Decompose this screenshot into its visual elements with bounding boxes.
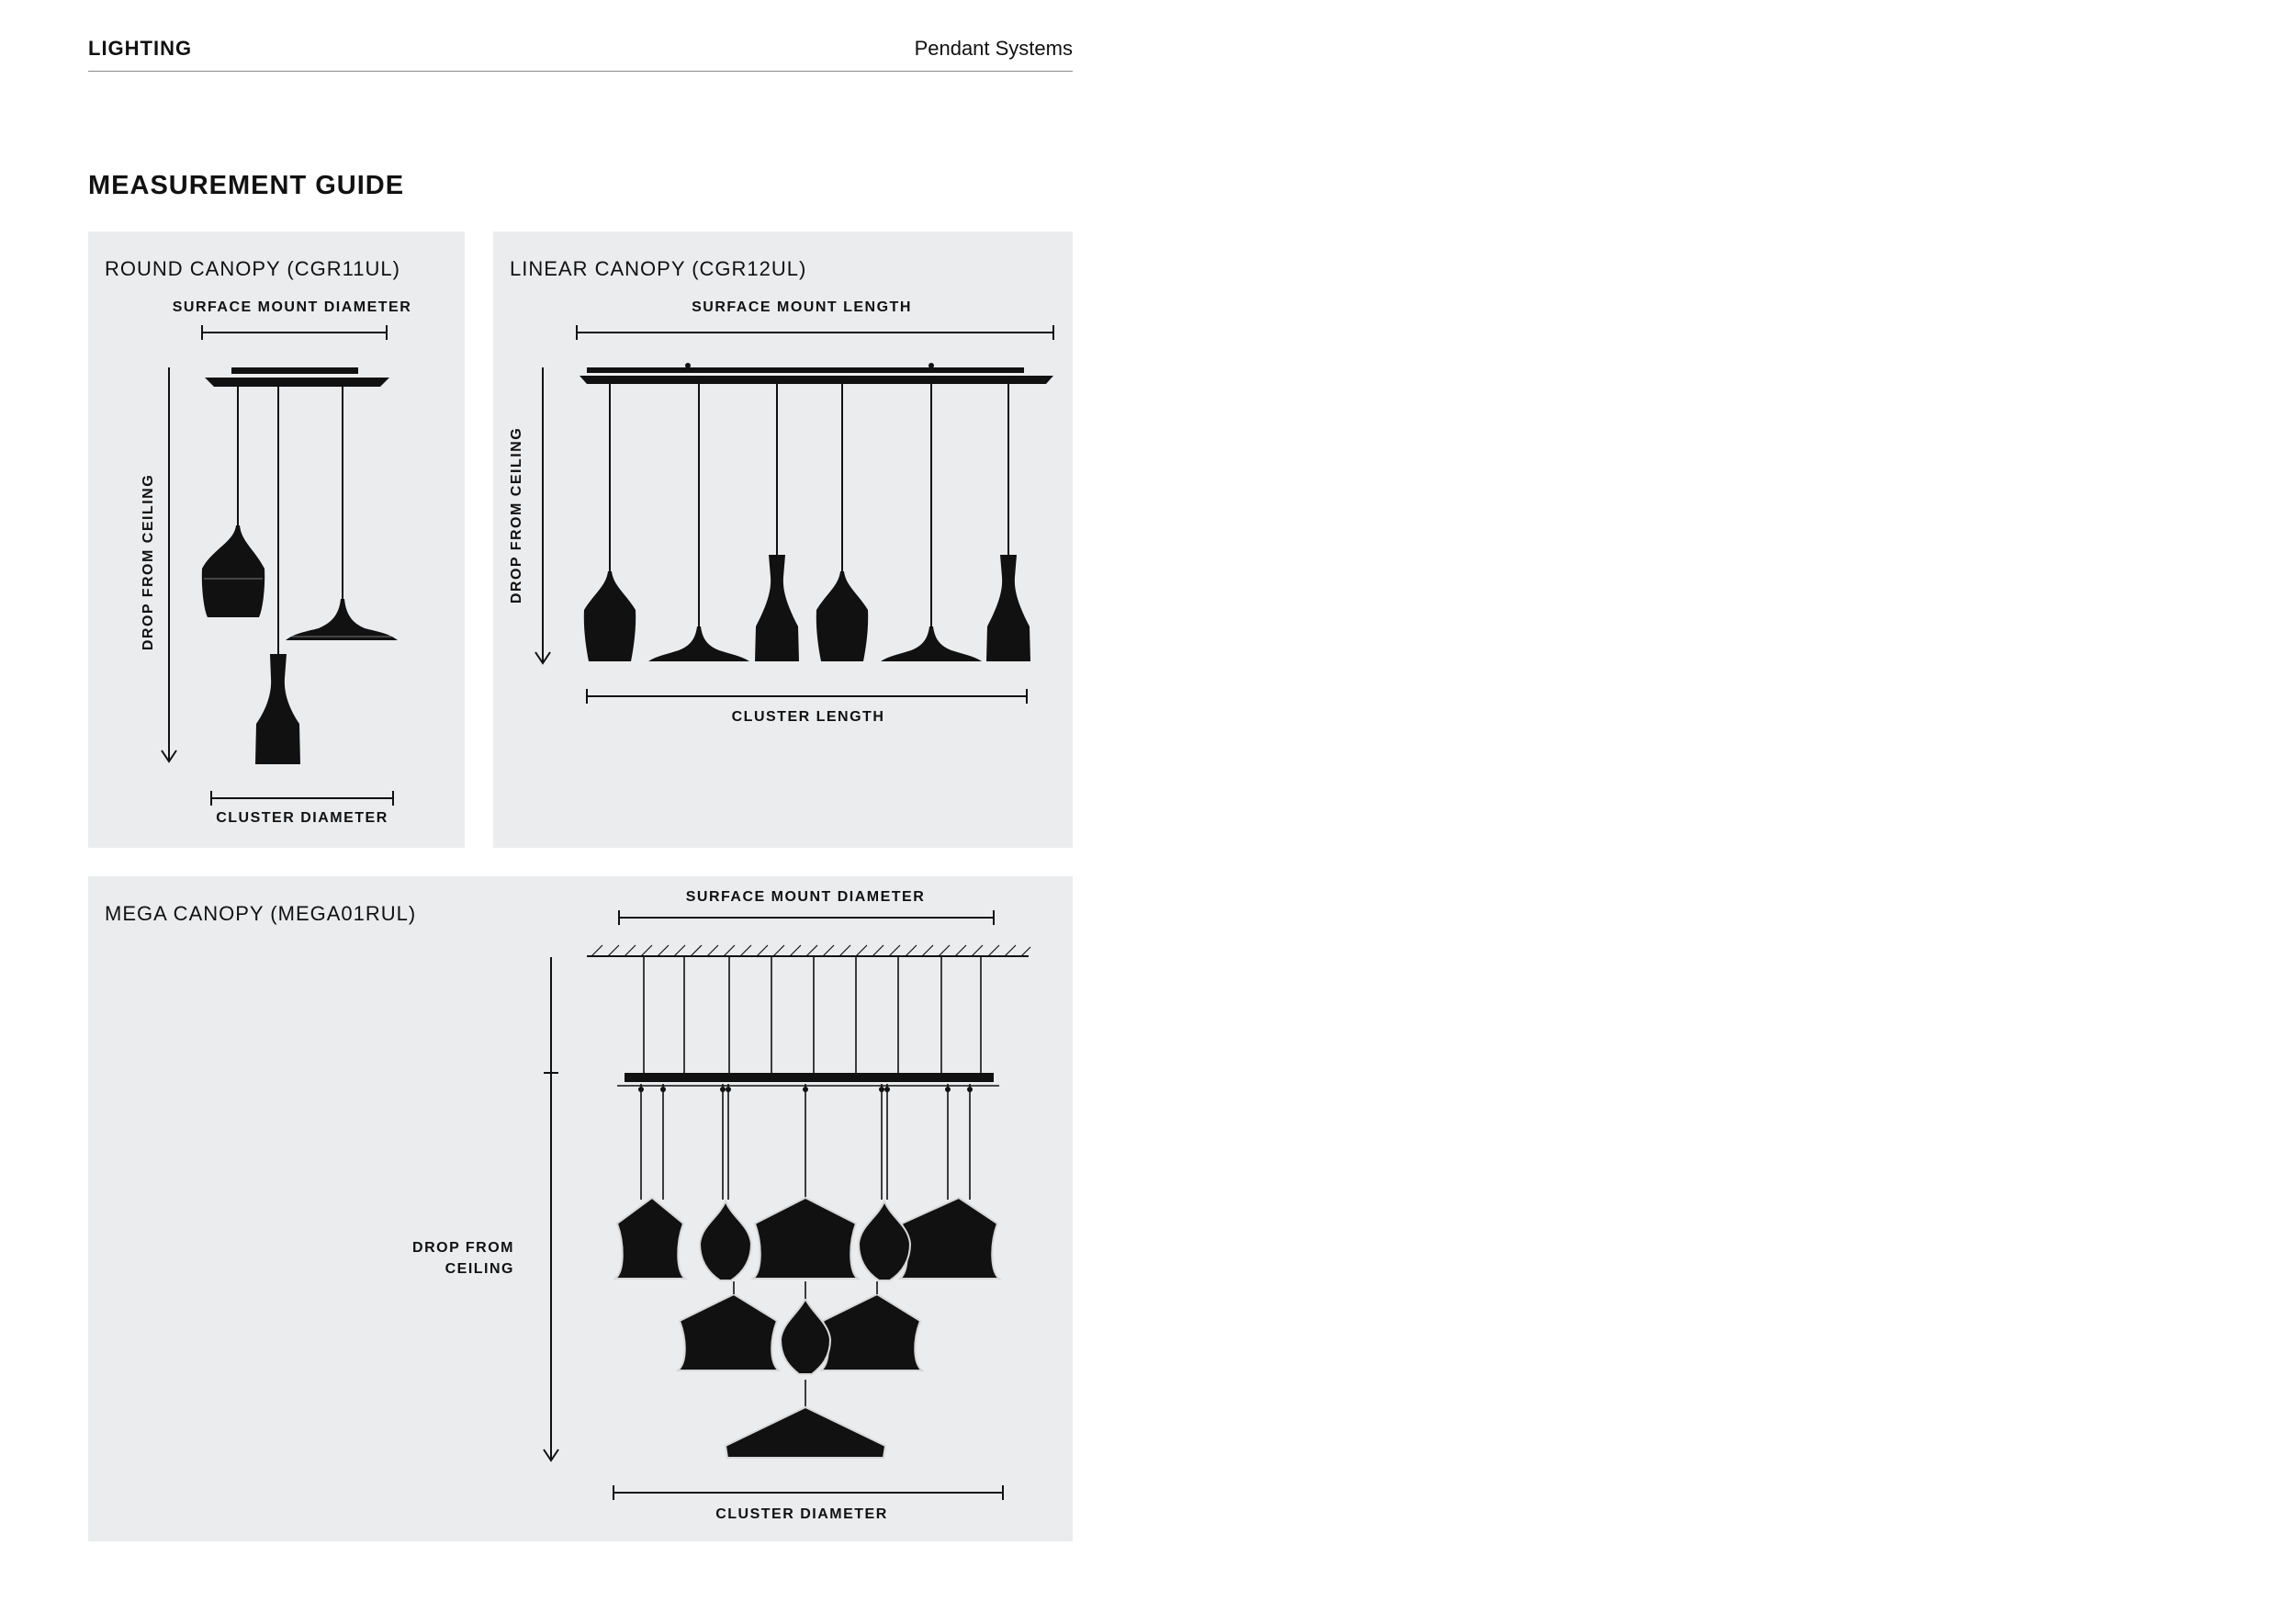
round-drop-label: DROP FROM CEILING — [141, 473, 156, 651]
round-canopy-diagram — [88, 231, 465, 848]
mega-cluster-diameter-label: CLUSTER DIAMETER — [715, 1506, 888, 1522]
header-category: LIGHTING — [88, 37, 193, 60]
round-cluster-diameter-label: CLUSTER DIAMETER — [216, 810, 388, 826]
linear-cluster-length-label: CLUSTER LENGTH — [731, 709, 885, 725]
linear-surface-mount-label: SURFACE MOUNT LENGTH — [692, 299, 912, 315]
mega-surface-mount-label: SURFACE MOUNT DIAMETER — [685, 889, 926, 905]
page-title: MEASUREMENT GUIDE — [88, 171, 405, 200]
round-surface-mount-label: SURFACE MOUNT DIAMETER — [172, 299, 412, 315]
header-section: Pendant Systems — [914, 37, 1073, 60]
round-canopy-panel — [88, 231, 465, 848]
mega-drop-label-line1: DROP FROM — [412, 1240, 514, 1256]
header-divider — [88, 71, 1073, 72]
linear-canopy-diagram — [493, 231, 1073, 848]
mega-canopy-diagram — [88, 876, 1073, 1541]
linear-canopy-title: LINEAR CANOPY (CGR12UL) — [510, 257, 807, 280]
mega-canopy-panel — [88, 876, 1073, 1541]
mega-drop-label-line2: CEILING — [445, 1261, 514, 1277]
mega-canopy-title: MEGA CANOPY (MEGA01RUL) — [105, 902, 417, 925]
linear-drop-label: DROP FROM CEILING — [509, 426, 524, 604]
linear-canopy-panel — [493, 231, 1073, 848]
round-canopy-title: ROUND CANOPY (CGR11UL) — [105, 257, 400, 280]
